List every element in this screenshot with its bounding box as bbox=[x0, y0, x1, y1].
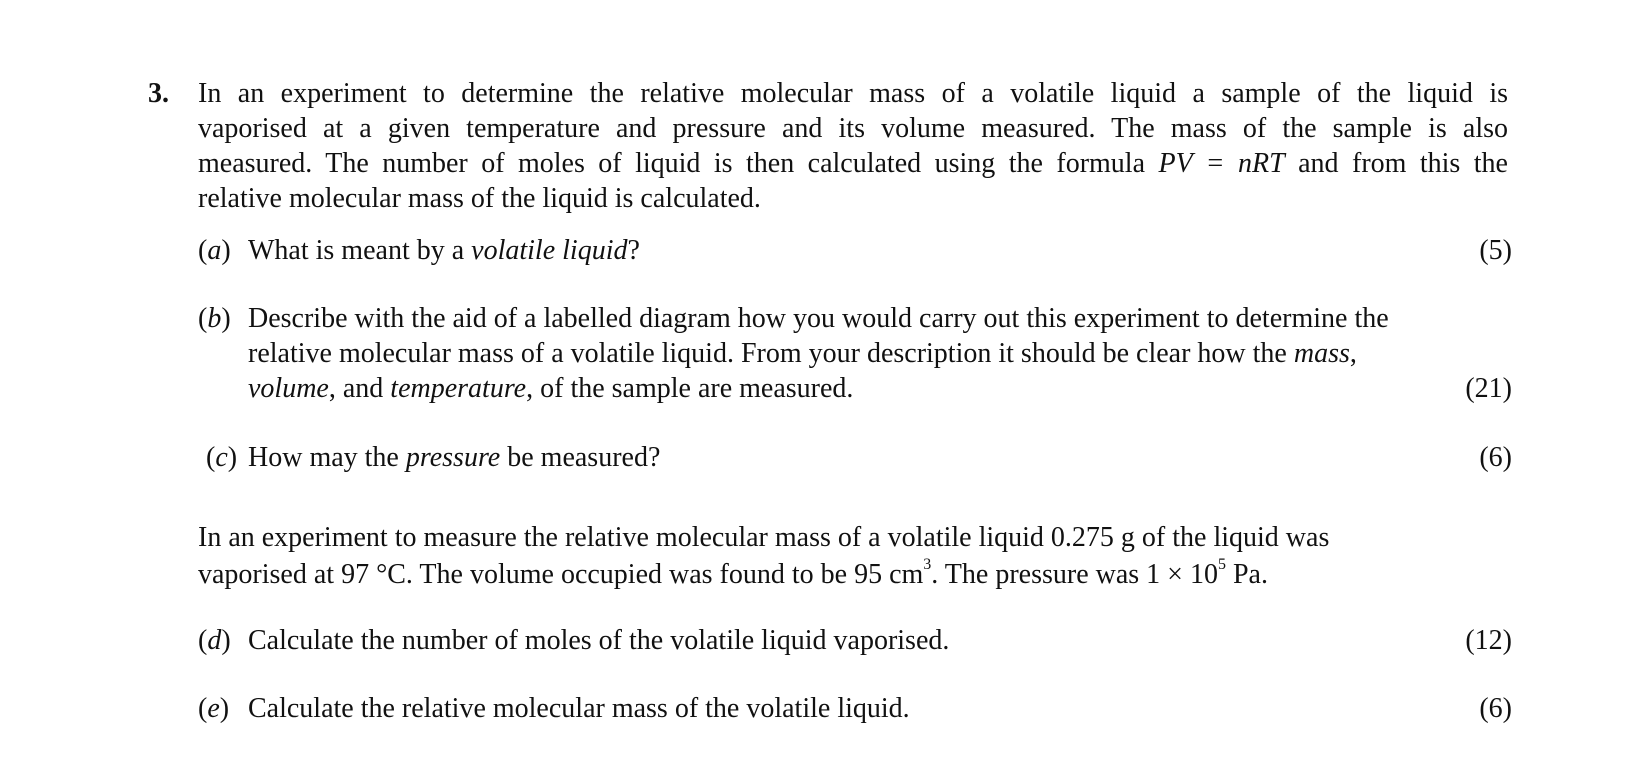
power-of-ten-exponent: 5 bbox=[1217, 556, 1226, 573]
part-a-marks: (5) bbox=[1479, 235, 1512, 266]
part-b-text bbox=[248, 301, 1389, 406]
part-a bbox=[198, 233, 1512, 268]
stem-line-3-pre: measured. The number of moles of liquid is then calculated using the formula bbox=[198, 148, 1159, 179]
part-e-text: Calculate the relative molecular mass of the volatile liquid. bbox=[248, 693, 910, 724]
part-b-label: (b) bbox=[198, 303, 231, 334]
stem-line-1: In an experiment to determine the relative molecular mass of a volatile liquid a sample of the liquid is bbox=[198, 78, 1508, 109]
stem-formula: PV = nRT bbox=[1158, 148, 1285, 179]
part-c bbox=[206, 440, 1512, 475]
part-c-label: (c) bbox=[206, 442, 238, 473]
part-e-label: (e) bbox=[198, 693, 230, 724]
question-number: 3. bbox=[148, 78, 169, 109]
part-e-marks: (6) bbox=[1479, 693, 1512, 724]
part-e bbox=[198, 691, 1512, 726]
stem-line-2: vaporised at a given temperature and pressure and its volume measured. The mass of the sample is also bbox=[198, 113, 1508, 144]
part-b-line-3: volume, and temperature, of the sample are measured. bbox=[248, 373, 854, 404]
stem-line-3 bbox=[198, 146, 1508, 181]
part-b-marks: (21) bbox=[1465, 373, 1512, 404]
question-stem bbox=[198, 76, 1508, 216]
stem-line-3-post: and from this the bbox=[1284, 148, 1508, 179]
part-a-text: What is meant by a volatile liquid? bbox=[248, 235, 640, 266]
data-paragraph bbox=[198, 519, 1329, 593]
part-d bbox=[198, 623, 1512, 658]
part-c-marks: (6) bbox=[1479, 442, 1512, 473]
data-line-2: vaporised at 97 °C. The volume occupied was found to be 95 $cm^3$. The pressure was $1 \times 10^5$ Pa. bbox=[198, 556, 1268, 590]
part-b-line-2: relative molecular mass of a volatile liquid. From your description it should be clear how the mass, bbox=[248, 338, 1357, 369]
part-b-line-1: Describe with the aid of a labelled diagram how you would carry out this experiment to determine the bbox=[248, 303, 1389, 334]
part-d-label: (d) bbox=[198, 625, 231, 656]
part-c-text: How may the pressure be measured? bbox=[248, 442, 661, 473]
part-d-text: Calculate the number of moles of the volatile liquid vaporised. bbox=[248, 625, 950, 656]
part-a-label: (a) bbox=[198, 235, 231, 266]
part-d-marks: (12) bbox=[1465, 625, 1512, 656]
data-line-1: In an experiment to measure the relative molecular mass of a volatile liquid 0.275 g of the liquid was bbox=[198, 522, 1330, 553]
stem-line-4: relative molecular mass of the liquid is calculated. bbox=[198, 183, 761, 214]
cm-cubed-exponent: 3 bbox=[923, 556, 932, 573]
part-b bbox=[198, 301, 1512, 406]
